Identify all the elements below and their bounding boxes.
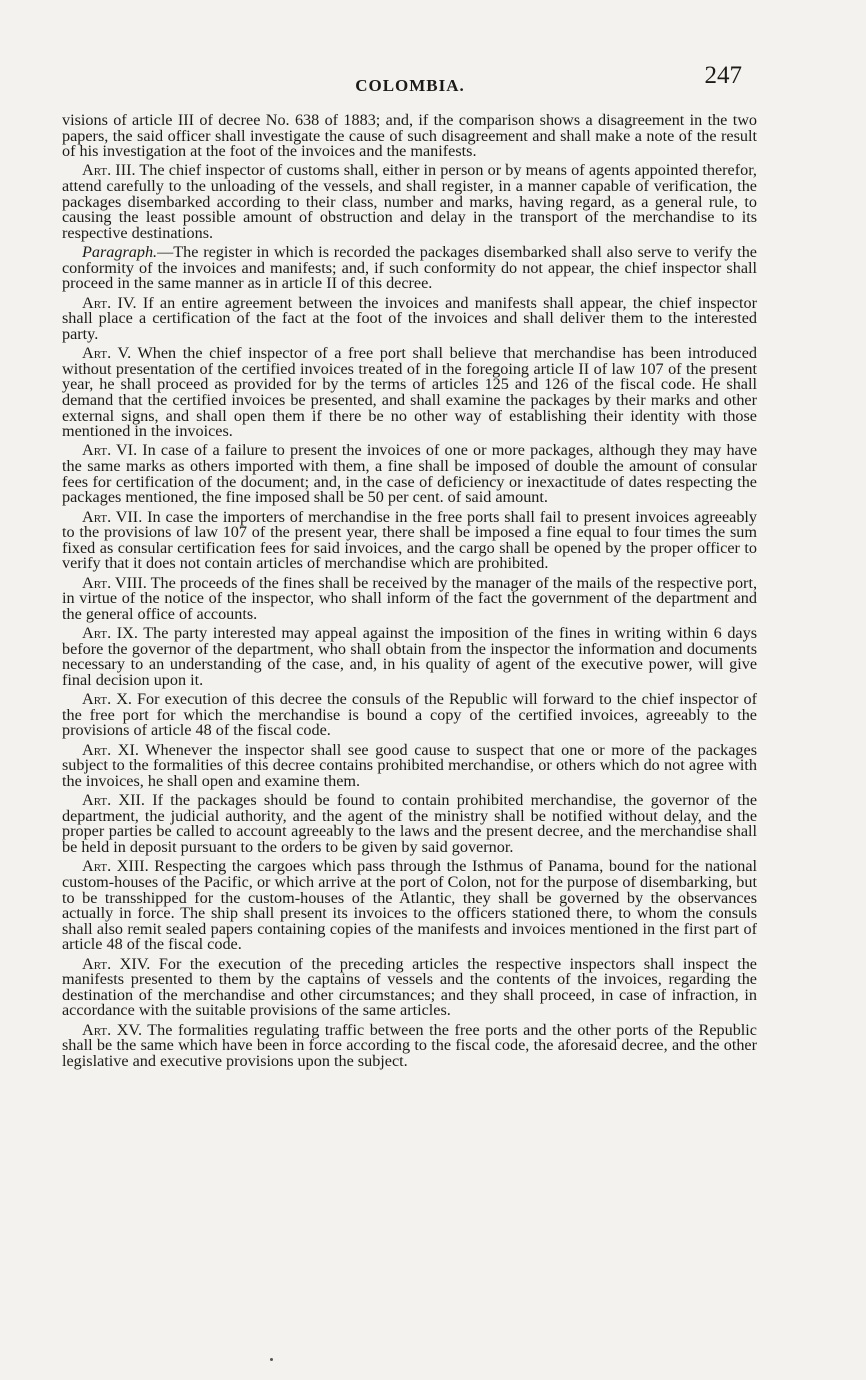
article-paragraph	[62, 293, 757, 343]
article-heading: Art. X.	[82, 690, 132, 709]
article-heading: Art. XIII.	[82, 857, 149, 876]
article-heading: Art. VI.	[82, 441, 138, 460]
article-heading: Art. XIV.	[82, 954, 151, 973]
article-paragraph	[62, 113, 757, 160]
article-text: If an entire agreement between the invoices and manifests shall appear, the chief inspector shall place a certification of the fact at the foot of the invoices and shall deliver them to the interested party.	[62, 293, 757, 343]
article-heading: Art. IV.	[82, 293, 137, 312]
article-paragraph	[62, 740, 757, 790]
article-heading: Art. VIII.	[82, 573, 147, 592]
article-paragraph	[62, 692, 757, 739]
article-paragraph	[62, 573, 757, 623]
article-heading: Art. XII.	[82, 791, 145, 810]
article-paragraph	[62, 346, 757, 440]
article-paragraph	[62, 507, 757, 573]
article-heading: Art. V.	[82, 344, 132, 363]
article-text: In case of a failure to present the invoices of one or more packages, although they may have the same marks as others imported with them, a fine shall be imposed of double the amount of consular fees for certification of the document; and, in the case of deficiency or inexactitude of dates respecting the packages mentioned, the fine imposed shall be 50 per cent. of said amount.	[62, 441, 758, 507]
article-text: For the execution of the preceding articles the respective inspectors shall inspect the manifests presented to them by the captains of vessels and the contents of the invoices, regarding the destination of the merchandise and other circumstances; and they shall proceed, in case of infraction, in accordance with the suitable provisions of the same articles.	[62, 954, 757, 1020]
article-paragraph	[62, 1020, 757, 1070]
article-heading: Art. IX.	[82, 624, 138, 643]
article-text: Respecting the cargoes which pass through the Isthmus of Panama, bound for the national custom-houses of the Pacific, or which arrive at the port of Colon, not for the purpose of disembarking, but to be transshipped for the custom-houses of the Atlantic, they shall be governed by the observances actually in force. The ship shall present its invoices to the officers stationed there, to whom the consuls shall also remit sealed papers containing copies of the manifests and invoices mentioned in the first part of article 48 of the fiscal code.	[62, 857, 758, 954]
article-text: visions of article III of decree No. 638 of 1883; and, if the comparison shows a disagreement in the two papers, the said officer shall investigate the cause of such disagreement and shall make a note of the result of his investigation at the foot of the invoices and the manifests.	[62, 111, 757, 161]
article-text: The party interested may appeal against the imposition of the fines in writing within 6 days before the governor of the department, who shall obtain from the inspector the information and documents necessary to an understanding of the case, and, in his quality of agent of the executive power, will give final decision upon it.	[62, 624, 758, 689]
article-text: In case the importers of merchandise in the free ports shall fail to present invoices agreeably to the provisions of law 107 of the present year, there shall be imposed a fine equal to four times the sum fixed as consular certification fees for said invoices, and the cargo shall be opened by the proper officer to verify that it does not contain articles of merchandise which are prohibited.	[62, 507, 757, 573]
page-title: COLOMBIA.	[355, 76, 465, 95]
article-heading: Art. VII.	[82, 507, 143, 526]
article-paragraph	[62, 163, 757, 241]
article-heading: Paragraph.	[82, 243, 158, 262]
article-heading: Art. XV.	[82, 1020, 143, 1039]
article-text: —The register in which is recorded the packages disembarked shall also serve to verify the conformity of the invoices and manifests; and, if such conformity do not appear, the chief inspector shall proceed in the same manner as in article II of this decree.	[62, 243, 757, 293]
article-paragraph	[62, 793, 757, 856]
article-paragraph	[62, 626, 757, 689]
article-heading: Art. III.	[82, 161, 136, 180]
article-paragraph	[62, 954, 757, 1020]
article-paragraph	[62, 859, 757, 953]
article-text: The chief inspector of customs shall, either in person or by means of agents appointed therefor, attend carefully to the unloading of the vessels, and shall register, in a manner capable of verification, the packages disembarked according to their class, number and marks, having regard, as a general rule, to causing the least possible amount of obstruction and delay in the transport of the merchandise to its respective destinations.	[62, 161, 757, 242]
article-text: When the chief inspector of a free port shall believe that merchandise has been introduced without presentation of the certified invoices treated of in the foregoing article II of law 107 of the present year, he shall proceed as provided for by the terms of articles 125 and 126 of the fiscal code. He shall demand that the certified invoices be presented, and shall examine the packages by their marks and other external signs, and shall open them if there be no other way of establishing their identity with those mentioned in the invoices.	[62, 344, 757, 441]
article-text: The formalities regulating traffic between the free ports and the other ports of the Republic shall be the same which have been in force according to the fiscal code, the aforesaid decree, and the other legislative and executive provisions upon the subject.	[62, 1020, 757, 1070]
page-number: 247	[704, 62, 742, 89]
article-text: If the packages should be found to contain prohibited merchandise, the governor of the department, the judicial authority, and the agent of the ministry shall be notified without delay, and the proper parties be called to account agreeably to the laws and the present decree, and the merchandise shall be held in deposit pursuant to the orders to be given by said governor.	[62, 791, 757, 857]
article-text: The proceeds of the fines shall be received by the manager of the mails of the respective port, in virtue of the notice of the inspector, who shall inform of the fact the government of the department and the general office of accounts.	[62, 573, 757, 623]
article-paragraph	[62, 443, 757, 506]
scan-speck	[270, 1358, 273, 1361]
article-heading: Art. XI.	[82, 740, 139, 759]
article-paragraph	[62, 245, 757, 292]
body-text	[62, 113, 757, 1073]
article-text: For execution of this decree the consuls of the Republic will forward to the chief inspector of the free port for which the merchandise is bound a copy of the certified invoices, agreeably to the provisions of article 48 of the fiscal code.	[62, 690, 757, 740]
running-head	[60, 62, 760, 102]
article-text: Whenever the inspector shall see good cause to suspect that one or more of the packages subject to the formalities of this decree contains prohibited merchandise, or others which do not agree with the invoices, he shall open and examine them.	[62, 740, 757, 790]
